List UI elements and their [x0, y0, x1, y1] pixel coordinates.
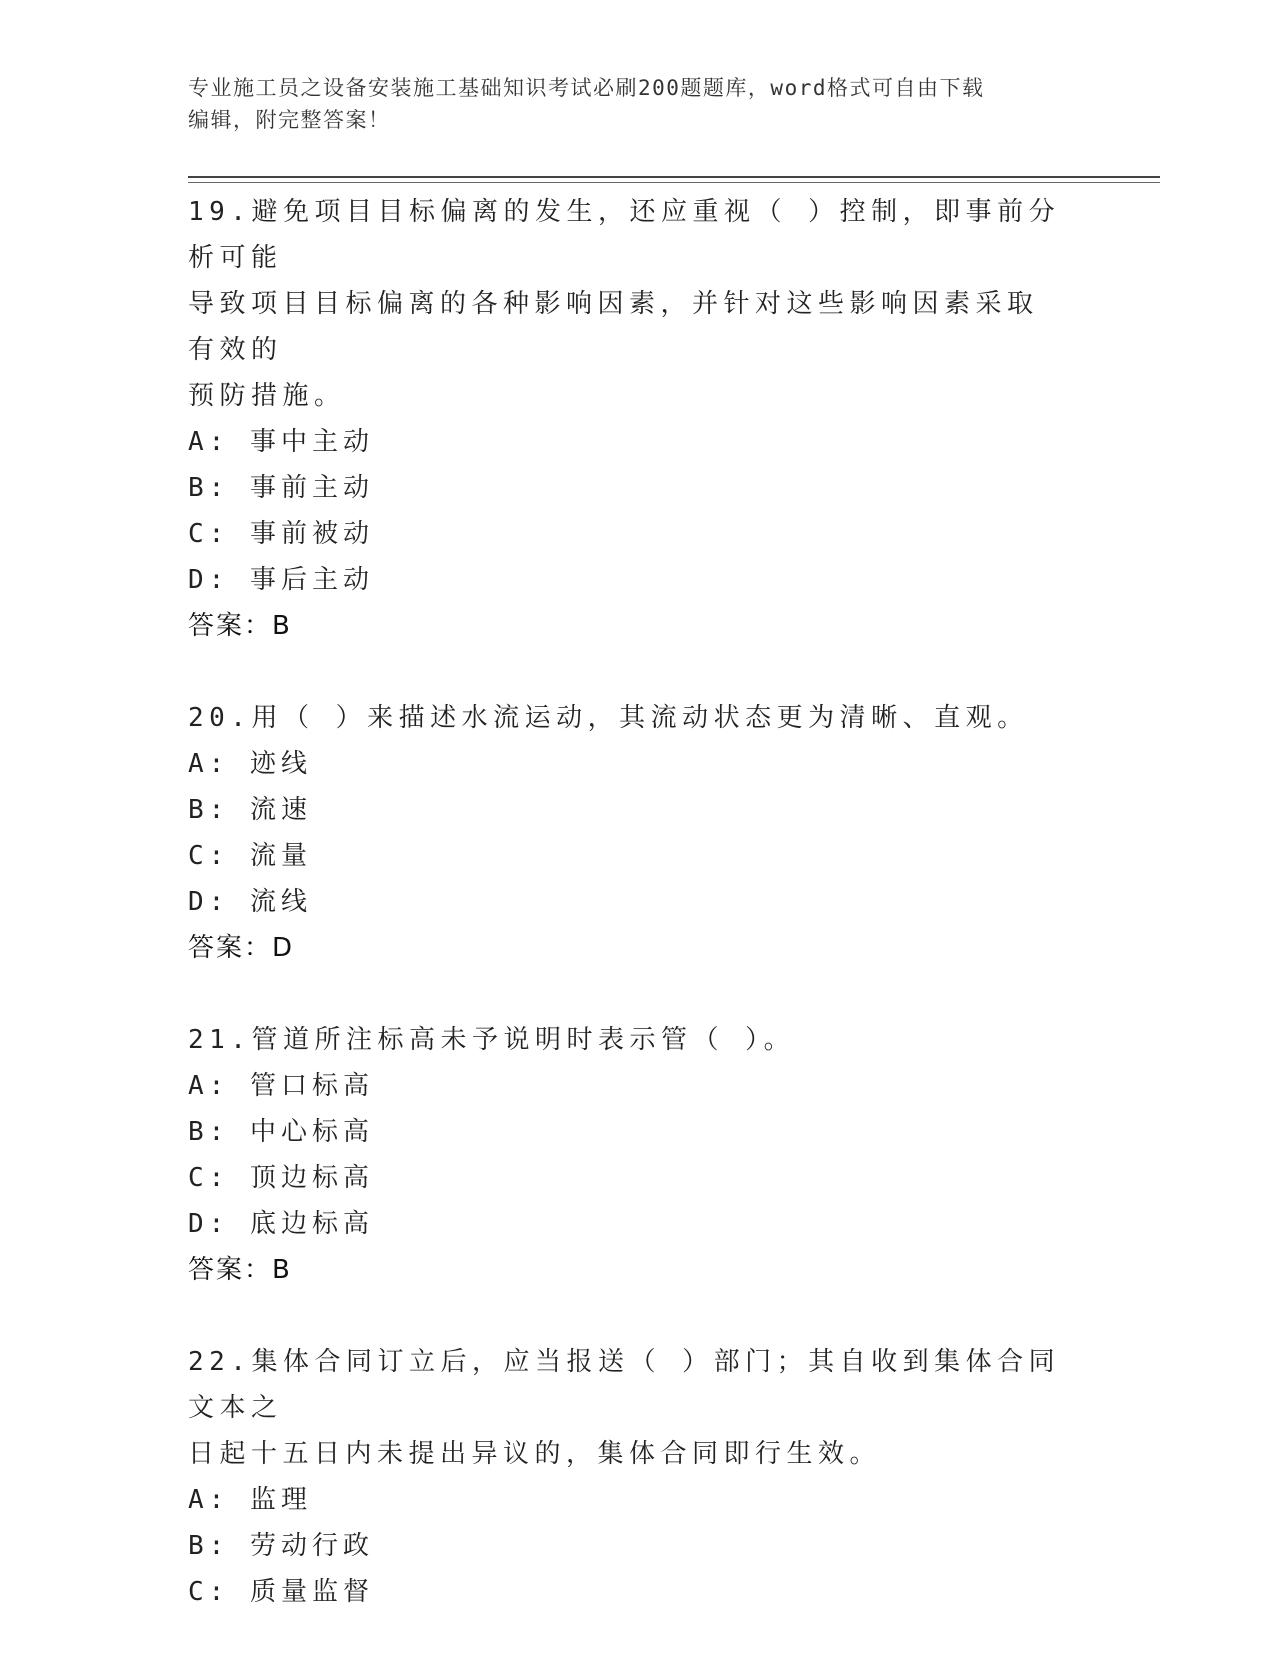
- header-line-2: 编辑，附完整答案！: [188, 108, 391, 132]
- option-letter: B:: [188, 795, 230, 825]
- option-letter: A:: [188, 427, 230, 457]
- option-letter: D:: [188, 565, 230, 595]
- question-22: [188, 1339, 1068, 1615]
- option-c: [188, 1155, 1068, 1201]
- question-text-line: 导致项目目标偏离的各种影响因素，并针对这些影响因素采取有效的: [188, 289, 1039, 365]
- option-b: [188, 1109, 1068, 1155]
- option-c: [188, 833, 1068, 879]
- option-a: [188, 1063, 1068, 1109]
- option-letter: C:: [188, 841, 230, 871]
- option-letter: A:: [188, 1071, 230, 1101]
- question-list: [188, 189, 1068, 1661]
- option-b: [188, 787, 1068, 833]
- option-letter: A:: [188, 749, 230, 779]
- header-divider-thick: [188, 176, 1160, 178]
- option-text: 流量: [249, 841, 312, 871]
- option-letter: C:: [188, 1163, 230, 1193]
- answer-line: 答案：B: [188, 1255, 292, 1285]
- option-letter: B:: [188, 1531, 230, 1561]
- question-21: [188, 1017, 1068, 1293]
- option-d: [188, 1201, 1068, 1247]
- option-c: [188, 511, 1068, 557]
- option-b: [188, 1523, 1068, 1569]
- option-text: 中心标高: [249, 1117, 374, 1147]
- question-text-line: 22.集体合同订立后，应当报送（ ）部门；其自收到集体合同文本之: [188, 1347, 1061, 1423]
- option-letter: D:: [188, 887, 230, 917]
- option-text: 事后主动: [249, 565, 374, 595]
- option-letter: B:: [188, 473, 230, 503]
- option-text: 顶边标高: [249, 1163, 374, 1193]
- option-c: [188, 1569, 1068, 1615]
- question-text-line: 21.管道所注标高未予说明时表示管（ ）。: [188, 1025, 796, 1055]
- answer-line: 答案：B: [188, 611, 292, 641]
- header-line-1: 专业施工员之设备安装施工基础知识考试必刷200题题库，word格式可自由下载: [188, 76, 985, 100]
- option-a: [188, 741, 1068, 787]
- option-text: 质量监督: [249, 1577, 374, 1607]
- option-letter: C:: [188, 519, 230, 549]
- option-text: 底边标高: [249, 1209, 374, 1239]
- answer-line: 答案：D: [188, 933, 295, 963]
- question-text-line: 日起十五日内未提出异议的，集体合同即行生效。: [188, 1439, 882, 1469]
- option-a: [188, 419, 1068, 465]
- header-divider-thin: [188, 182, 1160, 183]
- option-d: [188, 879, 1068, 925]
- option-b: [188, 465, 1068, 511]
- question-19: [188, 189, 1068, 649]
- question-text-line: 预防措施。: [188, 381, 346, 411]
- question-text-line: 19.避免项目目标偏离的发生，还应重视（ ）控制，即事前分析可能: [188, 197, 1061, 273]
- question-text-line: 20.用（ ）来描述水流运动，其流动状态更为清晰、直观。: [188, 703, 1029, 733]
- question-20: [188, 695, 1068, 971]
- option-text: 迹线: [249, 749, 312, 779]
- option-letter: C:: [188, 1577, 230, 1607]
- option-text: 流速: [249, 795, 312, 825]
- option-a: [188, 1477, 1068, 1523]
- option-letter: B:: [188, 1117, 230, 1147]
- option-d: [188, 557, 1068, 603]
- option-text: 管口标高: [249, 1071, 374, 1101]
- option-letter: A:: [188, 1485, 230, 1515]
- option-text: 事前主动: [249, 473, 374, 503]
- option-text: 事中主动: [249, 427, 374, 457]
- document-header: [188, 72, 1088, 136]
- option-text: 监理: [249, 1485, 312, 1515]
- option-text: 事前被动: [249, 519, 374, 549]
- option-text: 流线: [249, 887, 312, 917]
- option-letter: D:: [188, 1209, 230, 1239]
- option-text: 劳动行政: [249, 1531, 374, 1561]
